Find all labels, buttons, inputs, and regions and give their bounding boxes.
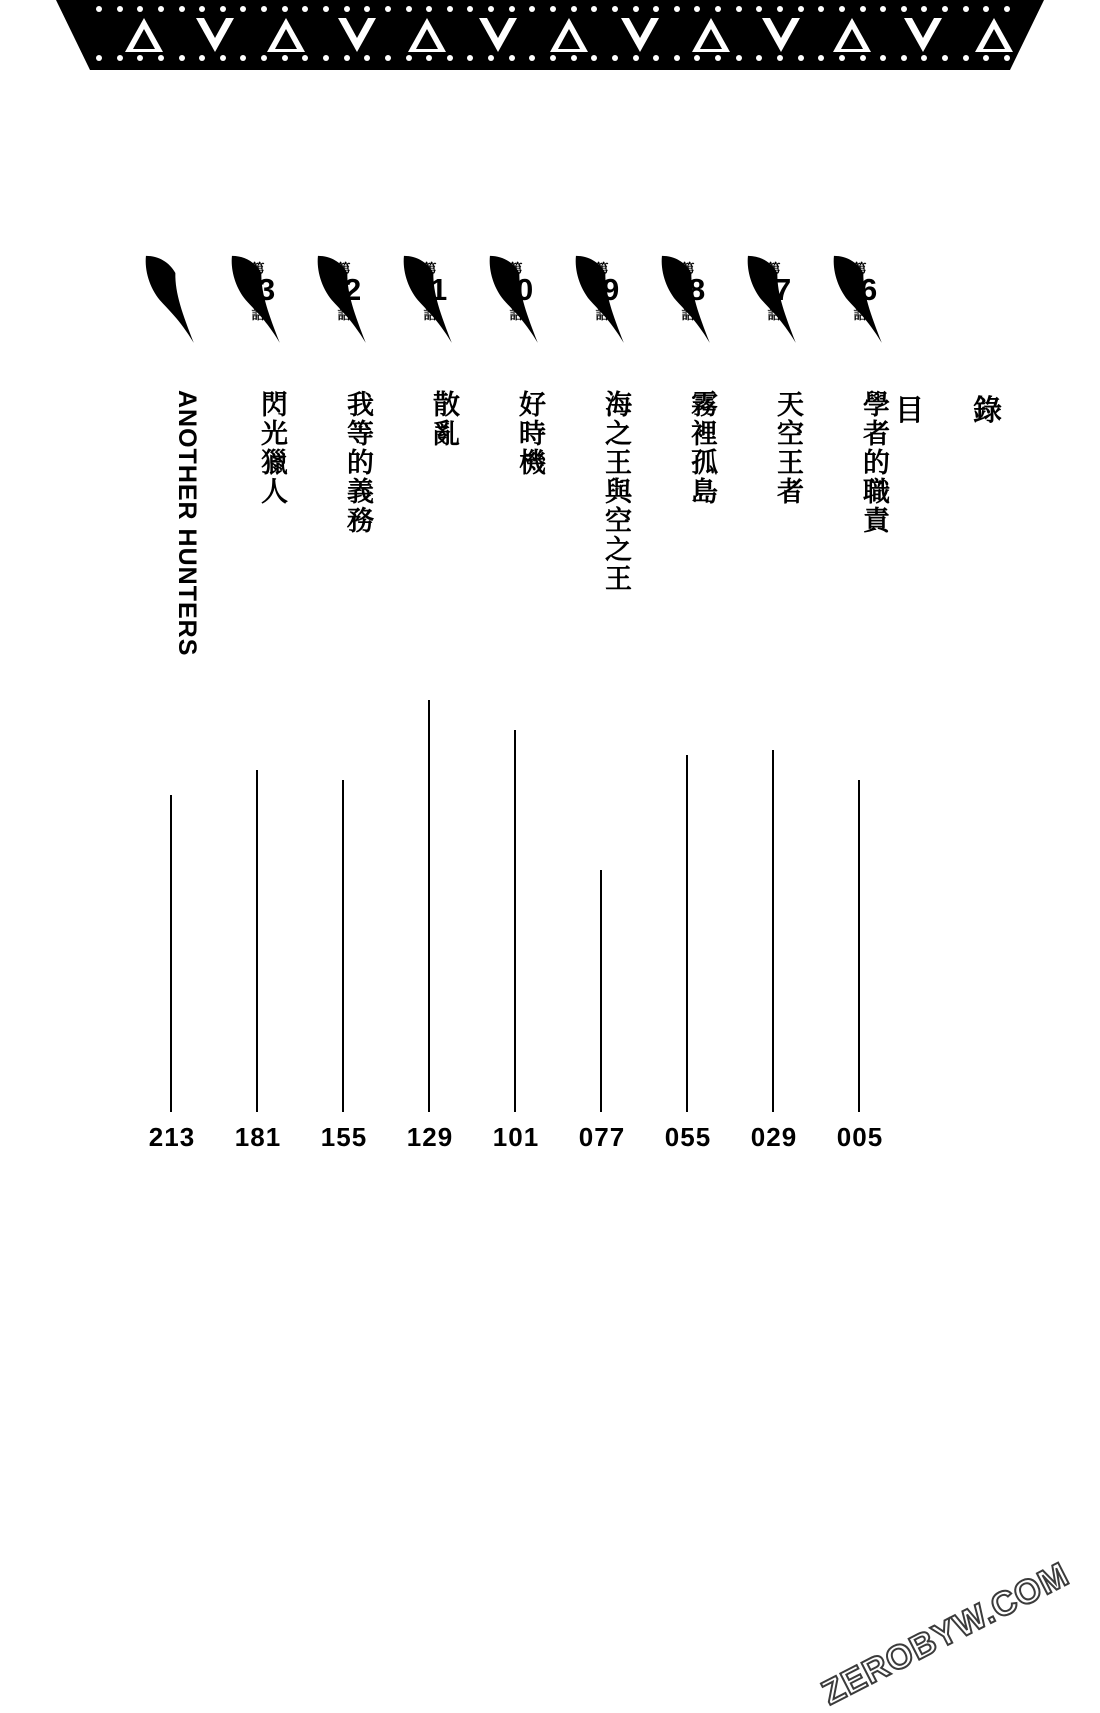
banner-dot xyxy=(364,6,370,12)
leader-line xyxy=(428,700,430,1112)
banner-dot xyxy=(942,6,948,12)
banner-dot xyxy=(117,6,123,12)
chapter-marker xyxy=(746,250,802,360)
toc-entry[interactable] xyxy=(660,250,717,1152)
banner-dot xyxy=(777,55,783,61)
banner-triangle xyxy=(975,18,1013,52)
banner-dot xyxy=(509,6,515,12)
banner-dot xyxy=(199,55,205,61)
toc-entry[interactable] xyxy=(402,250,459,1152)
leader-line xyxy=(170,795,172,1112)
toc-entry[interactable] xyxy=(488,250,545,1152)
banner-dot xyxy=(240,6,246,12)
banner-triangle xyxy=(408,18,446,52)
banner-dot xyxy=(137,55,143,61)
banner-dot xyxy=(694,55,700,61)
page-number[interactable]: 101 xyxy=(492,1122,540,1152)
chapter-title[interactable]: 霧裡孤島 xyxy=(687,390,717,506)
leader-line xyxy=(514,730,516,1112)
banner-dot xyxy=(447,6,453,12)
banner-dot xyxy=(921,6,927,12)
banner-triangle xyxy=(762,18,800,52)
banner-dot xyxy=(426,6,432,12)
chapter-title[interactable]: 閃光獵人 xyxy=(257,390,287,506)
chapter-title[interactable]: 散亂 xyxy=(429,390,459,448)
chapter-word: 第 xyxy=(251,261,265,276)
banner-dot xyxy=(674,55,680,61)
banner-dot xyxy=(488,6,494,12)
banner-dot xyxy=(880,55,886,61)
chapter-suffix: 話 xyxy=(251,307,265,322)
banner-dot xyxy=(798,6,804,12)
banner-dot xyxy=(220,55,226,61)
banner-dot xyxy=(509,55,515,61)
chapter-number: 58 xyxy=(671,272,705,307)
claw-mark-icon xyxy=(138,246,207,354)
banner-dot xyxy=(550,55,556,61)
banner-triangle-inner xyxy=(983,29,1005,49)
chapter-marker xyxy=(488,250,544,360)
banner-dot xyxy=(798,55,804,61)
banner-dots-top xyxy=(56,6,1044,14)
banner-dot xyxy=(467,6,473,12)
banner-dot xyxy=(653,55,659,61)
banner-dot xyxy=(529,6,535,12)
banner-triangle xyxy=(904,18,942,52)
banner-triangle-inner xyxy=(558,29,580,49)
banner-dot xyxy=(323,55,329,61)
banner-dot xyxy=(323,6,329,12)
banner-triangle-inner xyxy=(487,18,509,38)
toc-entry[interactable] xyxy=(144,250,201,1152)
banner-dot xyxy=(612,6,618,12)
banner-dot xyxy=(715,6,721,12)
banner-dot xyxy=(756,55,762,61)
banner-dot xyxy=(694,6,700,12)
toc-entry[interactable] xyxy=(832,250,889,1152)
chapter-suffix: 話 xyxy=(423,307,437,322)
chapter-word: 第 xyxy=(767,261,781,276)
banner-dot xyxy=(756,6,762,12)
banner-triangle xyxy=(479,18,517,52)
banner-dot xyxy=(179,6,185,12)
banner-dot xyxy=(591,55,597,61)
banner-dot xyxy=(860,55,866,61)
banner-triangle xyxy=(833,18,871,52)
banner-triangle xyxy=(550,18,588,52)
banner-dot xyxy=(447,55,453,61)
chapter-suffix: 話 xyxy=(681,307,695,322)
chapter-number: 57 xyxy=(757,272,791,307)
chapter-marker xyxy=(144,250,200,360)
banner-dot xyxy=(736,6,742,12)
banner-dot xyxy=(467,55,473,61)
banner-dot xyxy=(633,6,639,12)
banner-triangle-inner xyxy=(133,29,155,49)
chapter-title[interactable]: 海之王與空之王 xyxy=(601,390,631,593)
chapter-number: 60 xyxy=(499,272,533,307)
banner-dot xyxy=(117,55,123,61)
leader-line xyxy=(600,870,602,1112)
banner-dot xyxy=(199,6,205,12)
chapter-word: 第 xyxy=(853,261,867,276)
banner-triangle-inner xyxy=(275,29,297,49)
banner-dot xyxy=(839,55,845,61)
banner-dot xyxy=(921,55,927,61)
banner-triangle xyxy=(621,18,659,52)
banner-triangle xyxy=(196,18,234,52)
banner-dot xyxy=(364,55,370,61)
chapter-number: 59 xyxy=(585,272,619,307)
chapter-word: 第 xyxy=(423,261,437,276)
banner-dot xyxy=(633,55,639,61)
banner-triangle-inner xyxy=(700,29,722,49)
page-number[interactable]: 055 xyxy=(664,1122,712,1152)
banner-dot xyxy=(901,55,907,61)
chapter-title[interactable]: 我等的義務 xyxy=(343,390,373,535)
chapter-word: 第 xyxy=(681,261,695,276)
banner-dot xyxy=(550,6,556,12)
site-watermark: ZEROBYW.COM xyxy=(816,1555,1076,1713)
banner-dot xyxy=(983,6,989,12)
banner-dot xyxy=(344,55,350,61)
banner-dot xyxy=(179,55,185,61)
banner-dot xyxy=(96,6,102,12)
banner-dot xyxy=(571,6,577,12)
banner-dot xyxy=(240,55,246,61)
leader-line xyxy=(772,750,774,1112)
banner-dot xyxy=(715,55,721,61)
banner-dots-bottom xyxy=(56,55,1044,63)
chapter-word: 第 xyxy=(509,261,523,276)
banner-triangle-inner xyxy=(770,18,792,38)
banner-dot xyxy=(777,6,783,12)
banner-triangle-inner xyxy=(346,18,368,38)
chapter-suffix: 話 xyxy=(767,307,781,322)
chapter-marker xyxy=(832,250,888,360)
leader-line xyxy=(256,770,258,1112)
page-number[interactable]: 155 xyxy=(320,1122,368,1152)
chapter-suffix: 話 xyxy=(337,307,351,322)
banner-dot xyxy=(261,55,267,61)
chapter-number: 56 xyxy=(843,272,877,307)
banner-dot xyxy=(137,6,143,12)
banner-dot xyxy=(406,55,412,61)
chapter-suffix: 話 xyxy=(853,307,867,322)
chapter-suffix: 話 xyxy=(595,307,609,322)
banner-dot xyxy=(818,55,824,61)
banner-dot xyxy=(571,55,577,61)
banner-dot xyxy=(612,55,618,61)
chapter-title[interactable]: 好時機 xyxy=(515,390,545,477)
banner-dot xyxy=(736,55,742,61)
page-number[interactable]: 181 xyxy=(234,1122,282,1152)
banner-triangle-inner xyxy=(416,29,438,49)
banner-dot xyxy=(282,55,288,61)
banner-triangle-inner xyxy=(912,18,934,38)
chapter-title[interactable]: 天空王者 xyxy=(773,390,803,506)
chapter-title[interactable]: ANOTHER HUNTERS xyxy=(173,390,201,657)
banner-dot xyxy=(385,55,391,61)
banner-dot xyxy=(302,6,308,12)
banner-dot xyxy=(158,55,164,61)
banner-dot xyxy=(158,6,164,12)
banner-dot xyxy=(220,6,226,12)
chapter-marker xyxy=(574,250,630,360)
banner-dot xyxy=(860,6,866,12)
banner-dot xyxy=(901,6,907,12)
banner-dot xyxy=(302,55,308,61)
page-number[interactable]: 029 xyxy=(750,1122,798,1152)
chapter-suffix: 話 xyxy=(509,307,523,322)
banner-dot xyxy=(983,55,989,61)
chapter-marker xyxy=(316,250,372,360)
banner-dot xyxy=(591,6,597,12)
banner-dot xyxy=(963,55,969,61)
banner-dot xyxy=(942,55,948,61)
banner-dot xyxy=(1004,55,1010,61)
chapter-number: 63 xyxy=(241,272,275,307)
chapter-word: 第 xyxy=(595,261,609,276)
banner-dot xyxy=(653,6,659,12)
toc-entry[interactable] xyxy=(230,250,287,1152)
page-title: 目 錄 xyxy=(894,395,1012,427)
banner-dot xyxy=(282,6,288,12)
banner-dot xyxy=(880,6,886,12)
toc-entry[interactable] xyxy=(574,250,631,1152)
page-number[interactable]: 077 xyxy=(578,1122,626,1152)
banner-dot xyxy=(261,6,267,12)
page-number[interactable]: 213 xyxy=(148,1122,196,1152)
banner-dot xyxy=(406,6,412,12)
banner-dot xyxy=(96,55,102,61)
decorative-top-banner xyxy=(56,0,1044,70)
chapter-marker xyxy=(230,250,286,360)
banner-dot xyxy=(963,6,969,12)
chapter-number: 61 xyxy=(413,272,447,307)
banner-triangle xyxy=(338,18,376,52)
chapter-title[interactable]: 學者的職責 xyxy=(859,390,889,535)
chapter-marker xyxy=(402,250,458,360)
leader-line xyxy=(858,780,860,1112)
banner-dot xyxy=(1004,6,1010,12)
banner-dot xyxy=(385,6,391,12)
banner-dot xyxy=(426,55,432,61)
banner-triangle xyxy=(267,18,305,52)
page-number[interactable]: 129 xyxy=(406,1122,454,1152)
banner-triangle xyxy=(125,18,163,52)
chapter-number: 62 xyxy=(327,272,361,307)
banner-dot xyxy=(674,6,680,12)
banner-triangle-inner xyxy=(204,18,226,38)
toc-entry[interactable] xyxy=(746,250,803,1152)
banner-dot xyxy=(529,55,535,61)
banner-dot xyxy=(839,6,845,12)
banner-dot xyxy=(488,55,494,61)
leader-line xyxy=(686,755,688,1112)
banner-triangle-row xyxy=(56,14,1044,56)
banner-triangle-inner xyxy=(841,29,863,49)
leader-line xyxy=(342,780,344,1112)
chapter-word: 第 xyxy=(337,261,351,276)
page-number[interactable]: 005 xyxy=(836,1122,884,1152)
toc-entry[interactable] xyxy=(316,250,373,1152)
banner-dot xyxy=(344,6,350,12)
banner-triangle xyxy=(692,18,730,52)
chapter-marker xyxy=(660,250,716,360)
banner-dot xyxy=(818,6,824,12)
banner-triangle-inner xyxy=(629,18,651,38)
